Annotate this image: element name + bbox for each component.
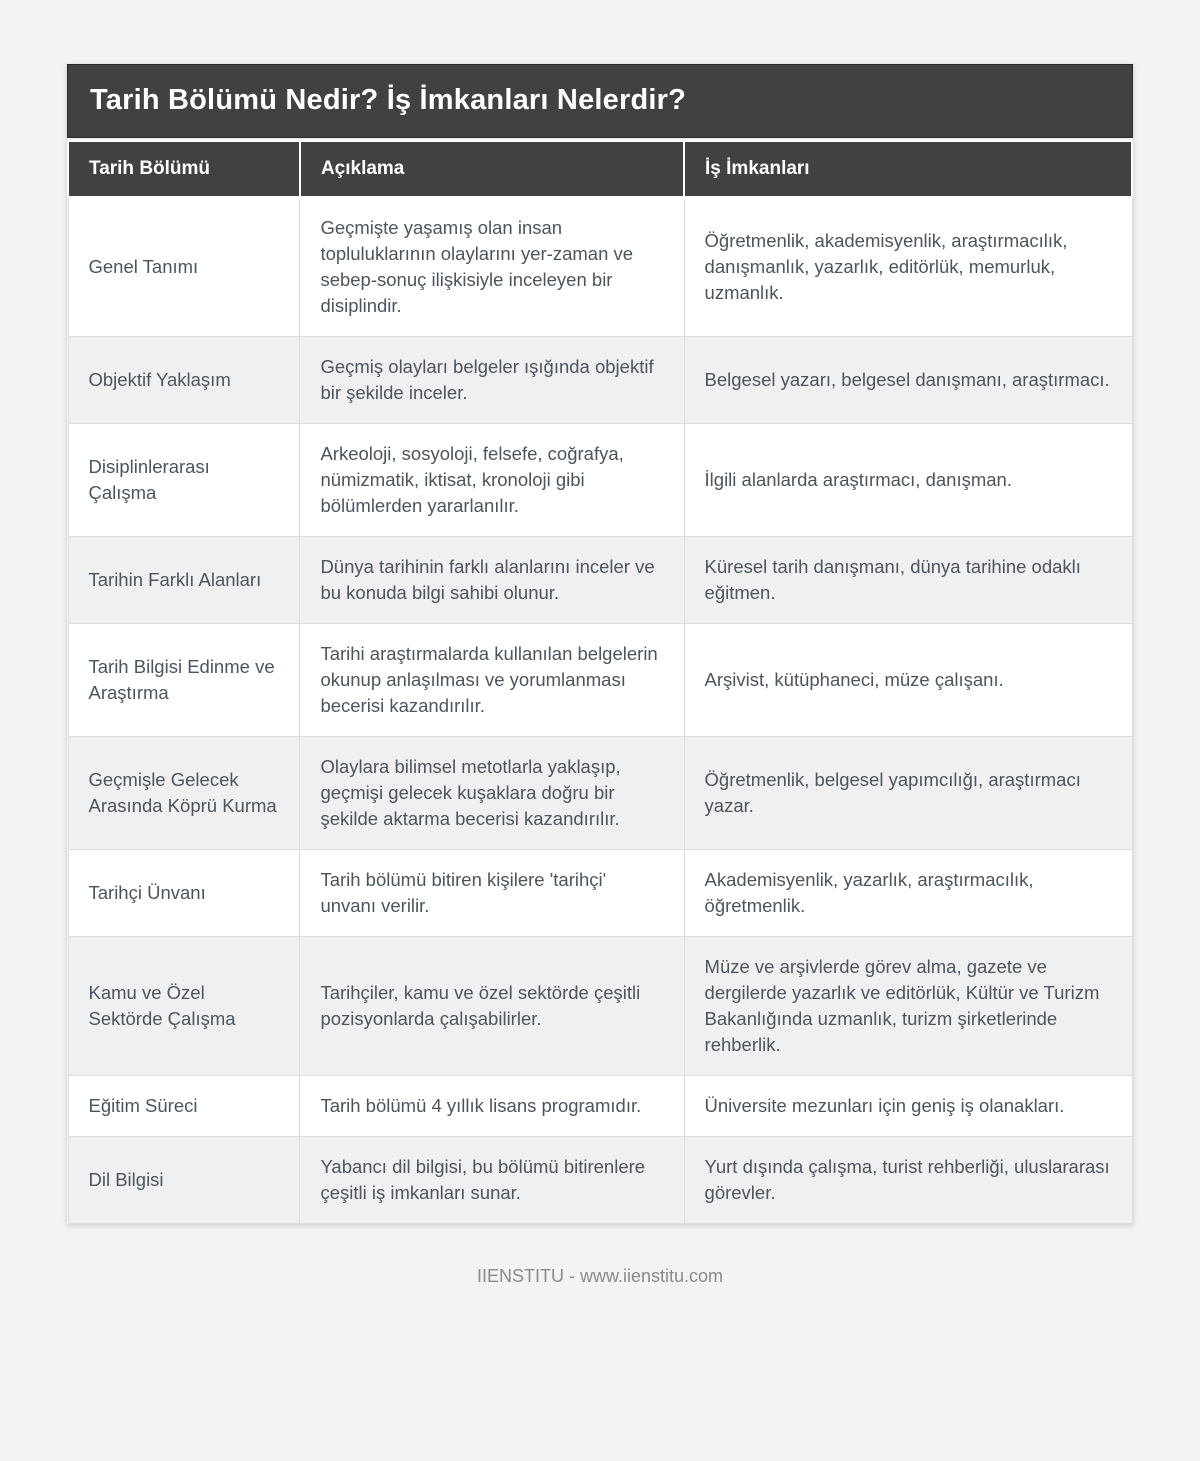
- row-description-cell: Dünya tarihinin farklı alanlarını inceler ve bu konuda bilgi sahibi olunur.: [300, 537, 684, 624]
- table-body: [68, 197, 1132, 1224]
- table-row: [68, 850, 1132, 937]
- info-table: [67, 140, 1133, 1224]
- page-title: Tarih Bölümü Nedir? İş İmkanları Nelerdir?: [67, 64, 1133, 138]
- row-description-cell: Arkeoloji, sosyoloji, felsefe, coğrafya, nümizmatik, iktisat, kronoloji gibi bölümlerden yararlanılır.: [300, 424, 684, 537]
- table-row: [68, 424, 1132, 537]
- row-topic-cell: Disiplinlerarası Çalışma: [68, 424, 300, 537]
- row-topic-cell: Eğitim Süreci: [68, 1076, 300, 1137]
- table-header: [68, 141, 1132, 197]
- row-jobs-cell: Akademisyenlik, yazarlık, araştırmacılık, öğretmenlik.: [684, 850, 1132, 937]
- row-description-cell: Geçmişte yaşamış olan insan topluluklarının olaylarını yer-zaman ve sebep-sonuç ilişkisiyle inceleyen bir disiplindir.: [300, 197, 684, 337]
- content-card: [67, 64, 1133, 1224]
- row-topic-cell: Objektif Yaklaşım: [68, 337, 300, 424]
- row-jobs-cell: Öğretmenlik, belgesel yapımcılığı, araştırmacı yazar.: [684, 737, 1132, 850]
- row-description-cell: Tarih bölümü 4 yıllık lisans programıdır.: [300, 1076, 684, 1137]
- table-row: [68, 624, 1132, 737]
- table-row: [68, 537, 1132, 624]
- header-row: [68, 141, 1132, 197]
- column-header-description: Açıklama: [300, 141, 684, 197]
- table-row: [68, 1137, 1132, 1224]
- row-description-cell: Tarihçiler, kamu ve özel sektörde çeşitli pozisyonlarda çalışabilirler.: [300, 937, 684, 1076]
- column-header-topic: Tarih Bölümü: [68, 141, 300, 197]
- row-jobs-cell: Küresel tarih danışmanı, dünya tarihine odaklı eğitmen.: [684, 537, 1132, 624]
- table-row: [68, 197, 1132, 337]
- row-topic-cell: Tarih Bilgisi Edinme ve Araştırma: [68, 624, 300, 737]
- table-row: [68, 1076, 1132, 1137]
- row-jobs-cell: Öğretmenlik, akademisyenlik, araştırmacılık, danışmanlık, yazarlık, editörlük, memurluk, uzmanlık.: [684, 197, 1132, 337]
- table-row: [68, 337, 1132, 424]
- row-jobs-cell: Belgesel yazarı, belgesel danışmanı, araştırmacı.: [684, 337, 1132, 424]
- row-description-cell: Tarihi araştırmalarda kullanılan belgelerin okunup anlaşılması ve yorumlanması becerisi kazandırılır.: [300, 624, 684, 737]
- table-row: [68, 937, 1132, 1076]
- table-row: [68, 737, 1132, 850]
- row-description-cell: Yabancı dil bilgisi, bu bölümü bitirenlere çeşitli iş imkanları sunar.: [300, 1137, 684, 1224]
- row-description-cell: Tarih bölümü bitiren kişilere 'tarihçi' unvanı verilir.: [300, 850, 684, 937]
- row-jobs-cell: Yurt dışında çalışma, turist rehberliği, uluslararası görevler.: [684, 1137, 1132, 1224]
- row-topic-cell: Kamu ve Özel Sektörde Çalışma: [68, 937, 300, 1076]
- row-topic-cell: Dil Bilgisi: [68, 1137, 300, 1224]
- row-jobs-cell: Arşivist, kütüphaneci, müze çalışanı.: [684, 624, 1132, 737]
- row-description-cell: Geçmiş olayları belgeler ışığında objektif bir şekilde inceler.: [300, 337, 684, 424]
- row-jobs-cell: Üniversite mezunları için geniş iş olanakları.: [684, 1076, 1132, 1137]
- footer-credit: IIENSTITU - www.iienstitu.com: [476, 1266, 724, 1286]
- column-header-jobs: İş İmkanları: [684, 141, 1132, 197]
- row-jobs-cell: İlgili alanlarda araştırmacı, danışman.: [684, 424, 1132, 537]
- row-jobs-cell: Müze ve arşivlerde görev alma, gazete ve dergilerde yazarlık ve editörlük, Kültür ve Turizm Bakanlığında uzmanlık, turizm şirketlerinde rehberlik.: [684, 937, 1132, 1076]
- row-topic-cell: Tarihçi Ünvanı: [68, 850, 300, 937]
- row-topic-cell: Tarihin Farklı Alanları: [68, 537, 300, 624]
- row-topic-cell: Geçmişle Gelecek Arasında Köprü Kurma: [68, 737, 300, 850]
- row-description-cell: Olaylara bilimsel metotlarla yaklaşıp, geçmişi gelecek kuşaklara doğru bir şekilde aktarma becerisi kazandırılır.: [300, 737, 684, 850]
- row-topic-cell: Genel Tanımı: [68, 197, 300, 337]
